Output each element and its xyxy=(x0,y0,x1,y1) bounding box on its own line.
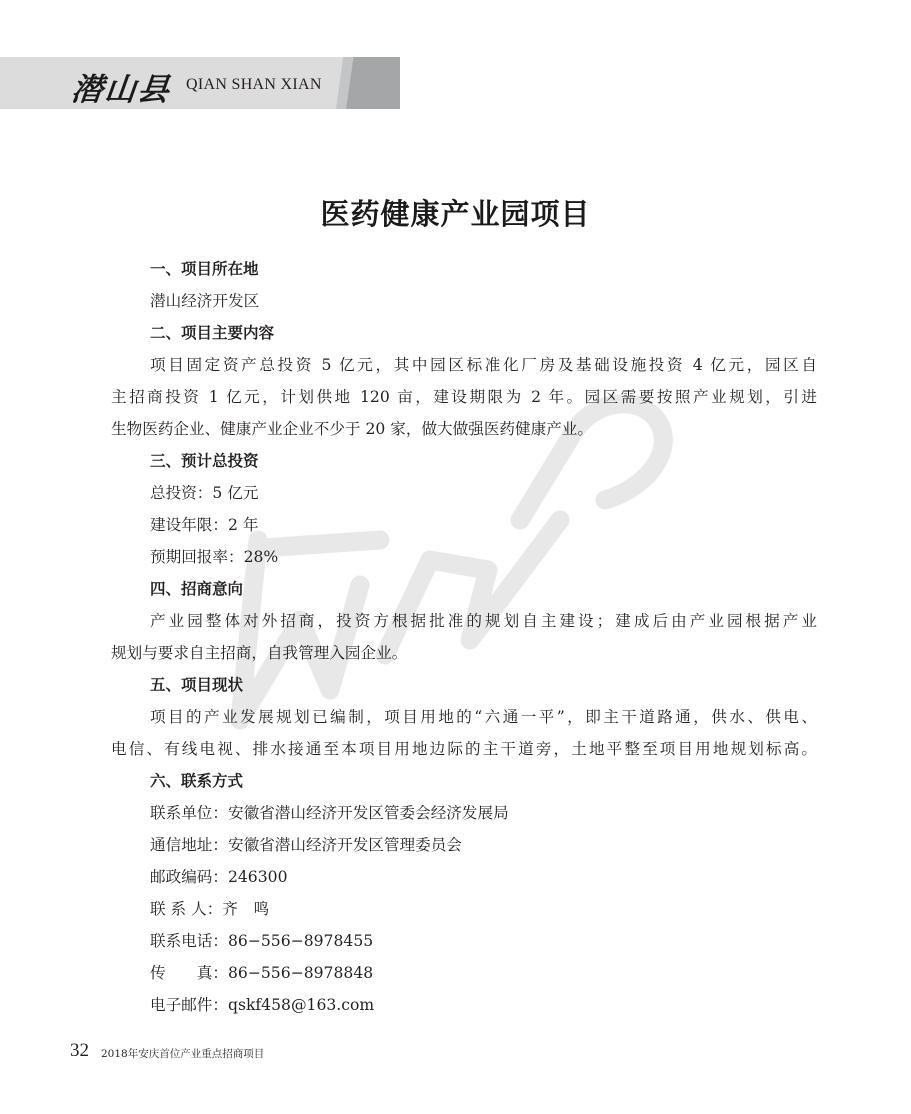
section-heading-status: 五、项目现状 xyxy=(150,676,244,694)
expected-return-text: 预期回报率：28% xyxy=(150,548,279,566)
content-paragraph-line: 主招商投资 1 亿元，计划供地 120 亩，建设期限为 2 年。园区需要按照产业规划，引进 xyxy=(111,388,817,406)
intention-paragraph-line: 规划与要求自主招商，自我管理入园企业。 xyxy=(111,644,408,662)
contact-unit-text: 联系单位：安徽省潜山经济开发区管委会经济发展局 xyxy=(150,804,509,822)
phone-text: 联系电话：86−556−8978455 xyxy=(150,932,374,950)
section-heading-contact: 六、联系方式 xyxy=(150,772,244,790)
header-band-dark-tab xyxy=(346,57,400,109)
section-heading-location: 一、项目所在地 xyxy=(150,260,259,278)
county-name-cn: 潜山县 xyxy=(69,72,173,108)
page-title: 医药健康产业园项目 xyxy=(320,197,591,231)
total-investment-text: 总投资：5 亿元 xyxy=(150,484,259,502)
intention-paragraph-line: 产业园整体对外招商，投资方根据批准的规划自主建设；建成后由产业园根据产业 xyxy=(150,612,817,630)
publication-title: 2018年安庆首位产业重点招商项目 xyxy=(101,1048,265,1060)
section-heading-content: 二、项目主要内容 xyxy=(150,324,275,342)
county-name-en: QIAN SHAN XIAN xyxy=(186,76,322,93)
contact-address-text: 通信地址：安徽省潜山经济开发区管理委员会 xyxy=(150,836,462,854)
location-text: 潜山经济开发区 xyxy=(150,292,260,310)
contact-person-text: 联 系 人：齐 鸣 xyxy=(150,900,270,918)
status-paragraph-line: 项目的产业发展规划已编制，项目用地的“六通一平”，即主干道路通，供水、供电、 xyxy=(150,708,817,726)
construction-period-text: 建设年限：2 年 xyxy=(150,516,259,534)
content-paragraph-line: 生物医药企业、健康产业企业不少于 20 家，做大做强医药健康产业。 xyxy=(111,420,593,438)
fax-text: 传 真：86−556−8978848 xyxy=(150,964,374,982)
status-paragraph-line: 电信、有线电视、排水接通至本项目用地边际的主干道旁，土地平整至项目用地规划标高。 xyxy=(111,740,817,758)
page-number: 32 xyxy=(70,1040,89,1061)
postcode-text: 邮政编码：246300 xyxy=(150,868,288,886)
section-heading-investment: 三、预计总投资 xyxy=(150,452,259,470)
content-paragraph-line: 项目固定资产总投资 5 亿元，其中园区标准化厂房及基础设施投资 4 亿元，园区自 xyxy=(150,356,817,374)
email-text: 电子邮件：qskf458@163.com xyxy=(150,996,375,1014)
section-heading-intention: 四、招商意向 xyxy=(150,580,244,598)
